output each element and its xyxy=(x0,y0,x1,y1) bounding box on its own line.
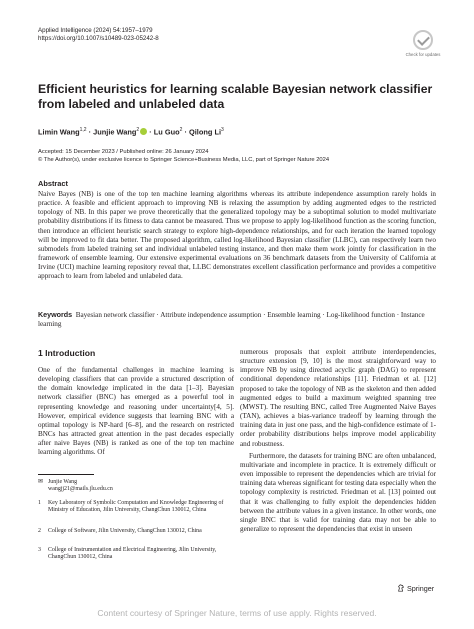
author-name[interactable]: Lu Guo xyxy=(153,127,180,137)
keywords-text: Bayesian network classifier · Attribute independence assumption · Ensemble learning · Log-likelihood function · Instance learning xyxy=(38,311,425,329)
author-separator: · xyxy=(86,127,94,137)
envelope-icon: ✉ xyxy=(38,479,43,485)
section-heading: 1 Introduction xyxy=(38,348,96,358)
accepted-published-line: Accepted: 15 December 2023 / Published online: 26 January 2024 xyxy=(38,149,209,155)
author-affiliation: 2 xyxy=(136,127,140,133)
check-for-updates-badge[interactable] xyxy=(404,30,442,57)
abstract-heading: Abstract xyxy=(38,179,68,188)
springer-horse-icon xyxy=(397,584,405,592)
author-affiliation: 3 xyxy=(221,127,224,133)
publication-dates xyxy=(38,149,329,164)
left-column xyxy=(38,366,234,458)
check-updates-icon xyxy=(413,30,433,50)
affiliation-text: Key Laboratory of Symbolic Computation and Knowledge Engineering of Ministry of Education, Jilin University, ChangChun 130012, China xyxy=(48,500,224,514)
doi-link[interactable]: https://doi.org/10.1007/s10489-023-05242-8 xyxy=(38,35,159,42)
affiliation-text: College of Instrumentation and Electrical Engineering, Jilin University, ChangChun 130012, China xyxy=(48,547,217,561)
corresponding-author xyxy=(38,479,234,494)
author-separator: · xyxy=(182,127,189,137)
paper-title: Efficient heuristics for learning scalable Bayesian network classifier from labeled and unlabeled data xyxy=(38,82,433,111)
author-name[interactable]: Junjie Wang xyxy=(93,127,137,137)
corresponding-email[interactable]: wangjj21@mails.jlu.edu.cn xyxy=(48,486,113,493)
author-separator: · xyxy=(147,127,154,137)
abstract-text: Naive Bayes (NB) is one of the top ten machine learning algorithms whereas its attribute independence assumption rarely holds in practice. A feasible and efficient approach to improving NB is relaxing the assumption by adding augmented edges to the restricted topology of NB. In this paper we prove theoretically that the generalized topology may be a suboptimal solution to model multivariate probability distributions if its fitness to data cannot be measured. Thus we propose to apply log-likelihood function as the scoring function, then introduce an efficient heuristic search strategy to explore high-dependence relationships, and for each iteration the learned topology will be improved to fit data better. The proposed algorithm, called log-likelihood Bayesian classifier (LLBC), can respectively learn two submodels from labeled training set and individual unlabeled testing instance, and then make them work jointly for classification in the framework of ensemble learning. Our extensive experimental evaluations on 36 benchmark datasets from the University of California at Irvine (UCI) machine learning repository reveal that, LLBC demonstrates excellent classification performance and provides a competitive approach to learn from labeled and unlabeled data. xyxy=(38,190,436,281)
right-column xyxy=(240,348,436,534)
author-affiliation: 1,2 xyxy=(79,127,87,133)
intro-paragraph: One of the fundamental challenges in machine learning is developing classifiers that can provide a structured description of the domain knowledge implicated in the data [1–3]. Bayesian network classifier (BNC) has emerged as a powerful tool in representing knowledge and reasoning under uncertainty[4, 5]. However, empirical evidence suggests that learning BNC with a optimal topology is NP-hard [6–8], and the research on restricted BNCs has attracted great attention in the past decades especially after naive Bayes (NB) is ranked as one of the top ten machine learning algorithms. Of xyxy=(38,366,234,457)
affiliation-footnote xyxy=(38,547,234,562)
affiliation-text: College of Software, Jilin University, ChangChun 130012, China xyxy=(48,528,202,534)
affiliation-number: 1 xyxy=(38,500,41,506)
check-updates-label: Check for updates xyxy=(405,52,441,57)
affiliation-number: 3 xyxy=(38,547,41,553)
corresponding-name: Junjie Wang xyxy=(48,479,78,485)
journal-citation: Applied Intelligence (2024) 54:1957–1979 xyxy=(38,27,153,34)
courtesy-notice: Content courtesy of Springer Nature, terms of use apply. Rights reserved. xyxy=(97,608,377,618)
keywords-label: Keywords xyxy=(38,311,73,319)
affiliation-number: 2 xyxy=(38,528,41,534)
publisher-name: Springer xyxy=(407,584,435,593)
springer-logo xyxy=(397,584,434,593)
journal-header xyxy=(38,27,159,43)
author-name[interactable]: Qilong Li xyxy=(189,127,222,137)
intro-paragraph: Furthermore, the datasets for training BNC are often unbalanced, multivariate and incomplete in practice. It is extremely difficult or even impossible to represent the dependencies which are trivial for training data whereas significant for testing data especially when the topology complexity is restricted. Friedman et al. [13] pointed out that it was challenging to fully exploit the dependencies hidden between the attribute values in a given instance. In other words, one single BNC that is valid for training data may not be able to generalize to represent the dependencies that exist in unseen xyxy=(240,451,436,533)
intro-paragraph: numerous proposals that exploit attribute interdependencies, structure extension [9, 10] is the most straightforward way to improve NB by using directed acyclic graph (DAG) to represent conditional dependence relationships [11]. Friedman et al. [12] proposed to take the topology of NB as the skeleton and then added augmented edges to build a maximum weighted spanning tree (MWST). The resulting BNC, called Tree Augmented Naive Bayes (TAN), achieves a bias-variance tradeoff by learning through the training data in just one pass, and the high-confidence estimate of 1-order probability distributions helps improve model applicability and robustness. xyxy=(240,348,436,448)
affiliation-footnote xyxy=(38,500,234,515)
author-list xyxy=(38,126,224,136)
author-name[interactable]: Limin Wang xyxy=(38,127,80,137)
affiliation-footnote xyxy=(38,528,234,535)
footnote-rule xyxy=(38,474,94,475)
author-affiliation: 2 xyxy=(179,127,183,133)
keywords-block xyxy=(38,311,436,329)
copyright-line: © The Author(s), under exclusive licence to Springer Science+Business Media, LLC, part of Springer Nature 2024 xyxy=(38,156,330,163)
